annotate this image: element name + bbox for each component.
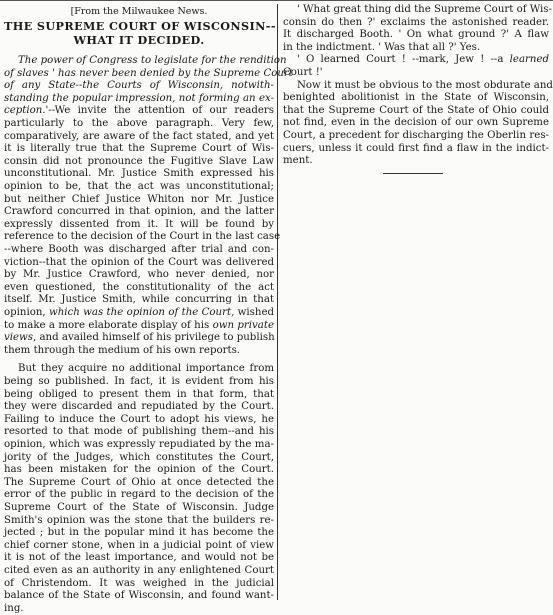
headline-line-2: WHAT IT DECIDED. <box>73 33 205 47</box>
left_column-line: viction--that the opinion of the Court was delivered <box>4 256 274 268</box>
left_column-line: opinion, which was the opinion of the Court, wished <box>4 307 274 318</box>
right_column-line: cuers, unless it could first find a flaw in the indict- <box>283 142 549 154</box>
left_column-line: cited even as an authority in any enlightened Court <box>4 565 274 576</box>
left_column-line: comparatively, are aware of the fact stated, and yet <box>4 130 274 142</box>
left_column-line: has been mistaken for the opinion of the Court. <box>4 464 274 476</box>
left_column-line: reference to the decision of the Court in the last case <box>4 231 281 243</box>
left_column-line: jected ; but in the popular mind it has become the <box>4 527 274 539</box>
right_column-line: ment. <box>283 155 313 167</box>
right_column-line: ' O learned Court ! --mark, Jew ! --a learned <box>297 54 549 66</box>
right_column-line: that the Supreme Court of the State of Ohio could <box>283 104 549 116</box>
right_column-line: in the indictment. ' Was that all ?' Yes. <box>283 41 481 53</box>
left_column-line: by Mr. Justice Crawford, who never denied, nor <box>4 269 274 281</box>
left_column-line: itself. Mr. Justice Smith, while concurring in that <box>4 294 274 306</box>
left_column-line: to make a more elaborate display of his own private <box>4 319 274 331</box>
right_column-line: Court !' <box>283 67 323 78</box>
left_column-line: consin did not pronounce the Fugitive Slave Law <box>4 155 274 167</box>
right_column-line: Now it must be obvious to the most obdurate and <box>297 79 553 91</box>
left_column-line: being obliged to present them in that form, that <box>4 388 274 400</box>
left_column-line: unconstitutional. Mr. Justice Smith expressed his <box>4 168 274 180</box>
left_column-line: balance of the State of Wisconsin, and found want- <box>4 590 274 602</box>
left_column-line: being so published. In fact, it is evident from his <box>4 376 274 387</box>
left_column-line: ception.'--We invite the attention of our readers <box>4 105 274 117</box>
right_column-line: consin do then ?' exclaims the astonished reader. <box>283 16 549 28</box>
headline-line-1: THE SUPREME COURT OF WISCONSIN-- <box>4 19 276 33</box>
right_column-line: benighted abolitionist in the State of Wisconsin, <box>283 92 549 104</box>
left_column-line: them through the medium of his own reports. <box>4 344 241 356</box>
left_column-line: opinion to be, that the act was unconstitutional; <box>4 181 274 192</box>
left_column-line: views, and availed himself of his privilege to publish <box>4 332 275 344</box>
left_column-line: ing. <box>4 602 24 614</box>
left_column-line: but neither Chief Justice Whiton nor Mr. Justice <box>4 193 274 205</box>
right_column-line: Court, a precedent for discharging the Oberlin res- <box>283 130 549 141</box>
left_column-line: it is literally true that the Supreme Court of Wis- <box>4 143 274 155</box>
left_column-line: But they acquire no additional importance from <box>18 363 274 375</box>
right_column-line: It discharged Booth. ' On what ground ?' A flaw <box>283 29 549 41</box>
left_column-line: of any State--the Courts of Wisconsin, notwith- <box>4 80 274 92</box>
left_column-line: The Supreme Court of Ohio at once detected the <box>4 476 274 488</box>
right_column-line: not find, even in the decision of our own Supreme <box>283 117 549 129</box>
right_column-line: ' What great thing did the Supreme Court of Wis- <box>297 4 552 15</box>
left_column-line: The power of Congress to legislate for the rendition <box>18 55 287 66</box>
left_column-line: chief corner stone, when in a judicial point of view <box>4 539 274 551</box>
left_column-line: they were discarded and repudiated by the Court. <box>4 401 274 413</box>
left_column-line: resorted to that mode of publishing them--and his <box>4 426 274 438</box>
left_column-line: opinion, which was expressly repudiated by the ma- <box>4 439 274 450</box>
source-line: [From the Milwaukee News. <box>70 6 208 17</box>
left_column-line: it is not of the least importance, and would not be <box>4 552 274 564</box>
left_column-line: Crawford concurred in that opinion, and the latter <box>4 206 274 218</box>
left_column-line: jority of the Judges, which constitutes the Court, <box>4 451 274 463</box>
left_column-line: particularly to the above paragraph. Very few, <box>4 118 274 129</box>
left_column-line: error of the public in regard to the decision of the <box>4 489 274 501</box>
left_column-line: standing the popular impression, not forming an ex- <box>4 92 274 104</box>
left_column-line: of slaves ' has never been denied by the Supreme Court <box>4 67 293 79</box>
left_column-line: Smith's opinion was the stone that the builders re- <box>4 514 274 526</box>
left_column-line: Supreme Court of the State of Wisconsin. Judge <box>4 502 274 513</box>
column-divider <box>277 4 278 600</box>
right-column <box>283 0 553 600</box>
left_column-line: --where Booth was discharged after trial and con- <box>4 244 274 255</box>
left_column-line: expressly dissented from it. It will be found by <box>4 218 274 230</box>
left_column-line: even questioned, the constitutionality of the act <box>4 281 274 293</box>
left_column-line: of Christendom. It was weighed in the judicial <box>4 577 274 589</box>
left-column <box>4 0 293 614</box>
left_column-line: Failing to induce the Court to adopt his views, he <box>4 413 274 425</box>
article-end-rule <box>383 173 443 174</box>
